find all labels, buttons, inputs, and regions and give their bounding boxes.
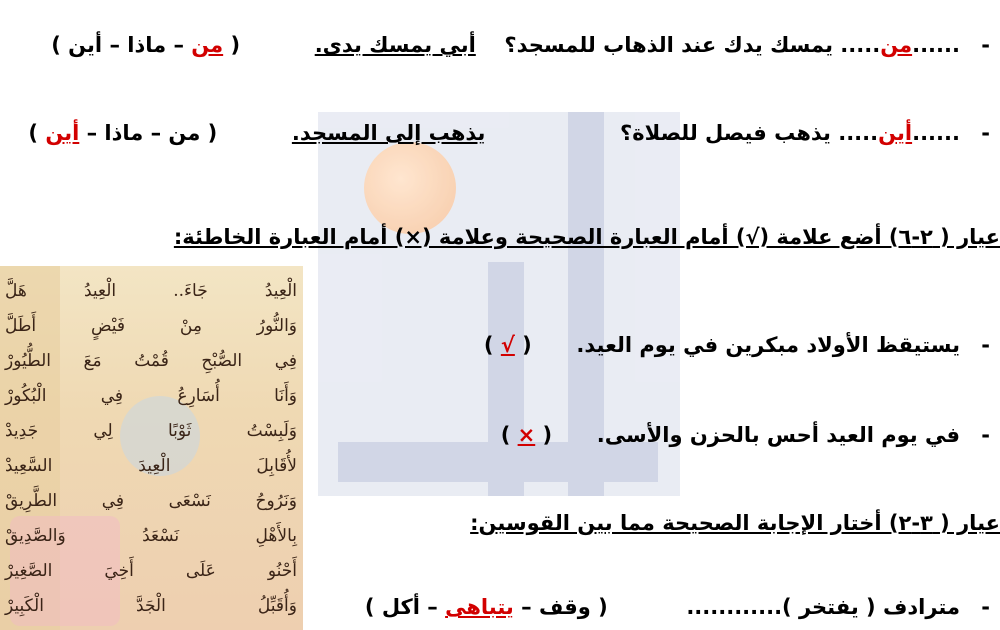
options-open: ( (207, 121, 218, 145)
poem-line: لأُقَابِلَ الْعِيدَ السَّعِيدْ (5, 456, 297, 476)
question-text: ..... يذهب فيصل للصلاة؟ (620, 121, 879, 145)
answer: من (880, 33, 913, 57)
paren-open: ( (522, 333, 532, 357)
blank-pre: ...... (912, 121, 960, 145)
option-1: وقف (538, 595, 591, 619)
poem-line: وَأَنَا أُسَارِعُ فِي الْبُكُورْ (5, 386, 297, 406)
option-3: أين (45, 121, 80, 145)
separator: – (173, 33, 184, 57)
tf-item-2 (501, 420, 990, 450)
bullet: - (981, 423, 990, 447)
question-2 (0, 118, 990, 148)
question-text: ..... يمسك يدك عند الذهاب للمسجد؟ (504, 33, 881, 57)
bullet: - (981, 333, 990, 357)
check-mark: √ (500, 333, 515, 357)
poem-line: الْعِيدُ جَاءَ.. الْعِيدُ هَلَّ (5, 281, 297, 301)
prompt-text: أبي يمسك يدى. (314, 33, 476, 57)
option-3: أين (68, 33, 103, 57)
options-close: ) (51, 33, 61, 57)
option-2: ماذا (127, 33, 167, 57)
prompt-text: يذهب إلى المسجد. (291, 121, 486, 145)
options-open: ( (230, 33, 241, 57)
paren-close: ) (364, 595, 375, 619)
separator: – (86, 121, 98, 145)
mc-item-1 (365, 592, 990, 622)
poem-line: أَحْنُو عَلَى أَخِيَ الصَّغِيرْ (5, 561, 297, 581)
tf-text: في يوم العيد أحس بالحزن والأسى. (596, 423, 960, 447)
option-2: يتباهى (445, 595, 514, 619)
poem-panel (0, 266, 303, 630)
option-3: أكل (381, 595, 420, 619)
options-close: ) (28, 121, 38, 145)
tf-text: يستيقظ الأولاد مبكرين في يوم العيد. (576, 333, 960, 357)
separator: – (109, 33, 120, 57)
separator: – (521, 595, 532, 619)
section-2-title: عيار ( ٢-٦) أضع علامة (√) أمام العبارة الصحيحة وعلامة (×) أمام العبارة الخاطئة: (173, 225, 1000, 249)
bullet: - (981, 595, 990, 619)
tf-item-1 (484, 330, 990, 360)
bullet: - (981, 121, 990, 145)
separator: – (427, 595, 438, 619)
paren-close: ) (500, 423, 511, 447)
mc-text: مترادف ( يفتخر )............ (686, 595, 960, 619)
poem-line: بِالأَهْلِ نَسْعَدُ وَالصَّدِيقْ (5, 526, 297, 546)
paren-close: ) (483, 333, 494, 357)
separator: – (150, 121, 162, 145)
answer: أين (878, 121, 913, 145)
question-1 (0, 30, 990, 60)
watermark-sun (364, 142, 456, 234)
blank-pre: ...... (912, 33, 960, 57)
poem-line: وَالنُّورُ مِنْ فَيْضٍ أَطَلَّ (5, 316, 297, 336)
section-3-title: عيار ( ٣-٢) أختار الإجابة الصحيحة مما بين القوسين: (470, 511, 1000, 535)
poem-line: فِي الصُّبْحِ قُمْتُ مَعَ الطُّيُورْ (5, 351, 297, 371)
poem-line: وَلَبِسْتُ ثَوْبًا لِي جَدِيدْ (5, 421, 297, 441)
option-2: ماذا (104, 121, 144, 145)
option-1: من (191, 33, 224, 57)
option-1: من (168, 121, 201, 145)
bullet: - (981, 33, 990, 57)
cross-mark: × (517, 423, 536, 447)
poem-line: وَأُقَبِّلُ الْجَدَّ الْكَبِيرْ (5, 596, 297, 616)
paren-open: ( (598, 595, 608, 619)
paren-open: ( (542, 423, 553, 447)
poem-line: وَنَرُوحُ نَسْعَى فِي الطَّرِيقْ (5, 491, 297, 511)
